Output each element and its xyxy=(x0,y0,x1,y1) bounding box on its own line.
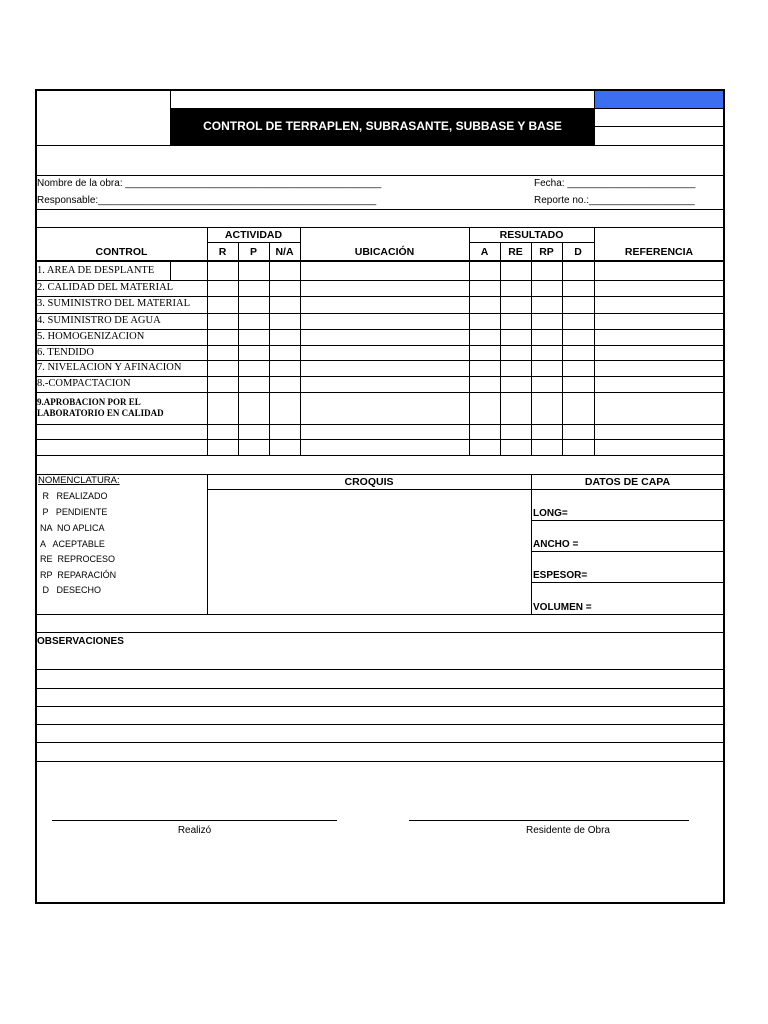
table-row-3-label: 3. SUMINISTRO DEL MATERIAL xyxy=(37,298,191,309)
col-line-control xyxy=(207,227,208,455)
observaciones-line-3 xyxy=(36,706,724,707)
row-rule-2 xyxy=(36,296,724,297)
observaciones-line-5 xyxy=(36,742,724,743)
form-title: CONTROL DE TERRAPLEN, SUBRASANTE, SUBBASE Y BASE xyxy=(203,119,562,133)
row-rule-3 xyxy=(36,313,724,314)
table-row-8-label: 8.-COMPACTACION xyxy=(37,378,131,389)
resultado-col-re: RE xyxy=(508,246,523,258)
residente-label: Residente de Obra xyxy=(526,825,610,836)
volumen-label: VOLUMEN = xyxy=(533,602,592,613)
nomenclatura-item-re: RE REPROCESO xyxy=(40,554,116,564)
observaciones-top-rule xyxy=(36,632,724,633)
resultado-header: RESULTADO xyxy=(499,229,564,241)
resultado-col-a: A xyxy=(480,246,489,258)
actividad-col-r: R xyxy=(218,246,227,258)
row-rule-8 xyxy=(36,392,724,393)
datos-capa-title: DATOS DE CAPA xyxy=(584,476,671,488)
header-bottom-rule xyxy=(36,260,724,262)
datos-rule-3 xyxy=(531,582,724,583)
col-line-d xyxy=(594,227,595,455)
row-rule-1 xyxy=(36,280,724,281)
table-row-2-label: 2. CALIDAD DEL MATERIAL xyxy=(37,282,174,293)
nomenclatura-item-p: P PENDIENTE xyxy=(40,507,108,517)
table-row-1-label: 1. AREA DE DESPLANTE xyxy=(37,265,155,276)
observaciones-line-1 xyxy=(36,669,724,670)
datos-rule-1 xyxy=(531,520,724,521)
ancho-label: ANCHO = xyxy=(533,539,579,550)
row-rule-10 xyxy=(36,439,724,440)
row-rule-5 xyxy=(36,345,724,346)
actividad-header: ACTIVIDAD xyxy=(224,229,283,241)
realizo-signature-line xyxy=(52,820,337,821)
nomenclatura-item-na: NA NO APLICA xyxy=(40,523,105,533)
fecha-field[interactable]: Fecha: _______________________ xyxy=(534,178,696,189)
referencia-header: REFERENCIA xyxy=(624,246,694,258)
row-rule-7 xyxy=(36,376,724,377)
nomenclatura-item-rp: RP REPARACIÓN xyxy=(40,570,117,580)
croquis-right-line xyxy=(531,474,532,615)
table-row-4-label: 4. SUMINISTRO DE AGUA xyxy=(37,315,161,326)
table-row-7-label: 7. NIVELACION Y AFINACION xyxy=(37,362,182,373)
realizo-label: Realizó xyxy=(177,825,212,836)
table-row-6-label: 6. TENDIDO xyxy=(37,347,94,358)
nomenclatura-top-rule xyxy=(36,474,724,475)
nomenclatura-item-d: D DESECHO xyxy=(40,585,102,595)
col-line-ubicacion xyxy=(469,227,470,455)
nomenclatura-item-r: R REALIZADO xyxy=(40,491,108,501)
actividad-col-na: N/A xyxy=(275,246,294,258)
accent-rule xyxy=(171,108,723,109)
reporte-field[interactable]: Reporte no.:___________________ xyxy=(534,195,695,206)
row-rule-4 xyxy=(36,329,724,330)
table-top-rule xyxy=(36,227,724,228)
long-label: LONG= xyxy=(533,508,568,519)
row-rule-11 xyxy=(36,455,724,456)
observaciones-title: OBSERVACIONES xyxy=(37,636,124,647)
subheader-rule-actividad xyxy=(207,242,300,243)
row1-inner-divider xyxy=(170,261,171,280)
table-row-5-label: 5. HOMOGENIZACION xyxy=(37,331,145,342)
title-bottom-rule xyxy=(36,145,724,146)
observaciones-line-2 xyxy=(36,688,724,689)
residente-signature-line xyxy=(409,820,689,821)
control-header: CONTROL xyxy=(95,246,148,258)
col-line-na xyxy=(300,227,301,455)
section-bottom-rule xyxy=(36,614,724,615)
nomenclatura-item-a: A ACEPTABLE xyxy=(40,539,105,549)
observaciones-line-4 xyxy=(36,724,724,725)
right-box-rule-1 xyxy=(595,126,723,127)
blank-row-rule xyxy=(36,175,724,176)
nomenclatura-title: NOMENCLATURA: xyxy=(38,475,120,486)
responsable-field[interactable]: Responsable:__________________________________________________ xyxy=(37,195,377,206)
espesor-label: ESPESOR= xyxy=(533,570,588,581)
croquis-area[interactable] xyxy=(208,490,530,614)
croquis-title: CROQUIS xyxy=(344,476,394,488)
observaciones-line-6 xyxy=(36,761,724,762)
row-rule-9 xyxy=(36,424,724,425)
ubicacion-header: UBICACIÓN xyxy=(354,246,415,258)
datos-rule-2 xyxy=(531,551,724,552)
row-rule-6 xyxy=(36,360,724,361)
actividad-col-p: P xyxy=(249,246,257,258)
resultado-col-rp: RP xyxy=(539,246,554,258)
accent-block xyxy=(595,91,723,108)
obra-field[interactable]: Nombre de la obra: ______________________________________________ xyxy=(37,178,382,189)
info-bottom-rule xyxy=(36,209,724,210)
table-row-9-label-2: LABORATORIO EN CALIDAD xyxy=(37,408,164,418)
resultado-col-d: D xyxy=(574,246,582,258)
table-row-9-label-1: 9.APROBACION POR EL xyxy=(37,397,141,407)
